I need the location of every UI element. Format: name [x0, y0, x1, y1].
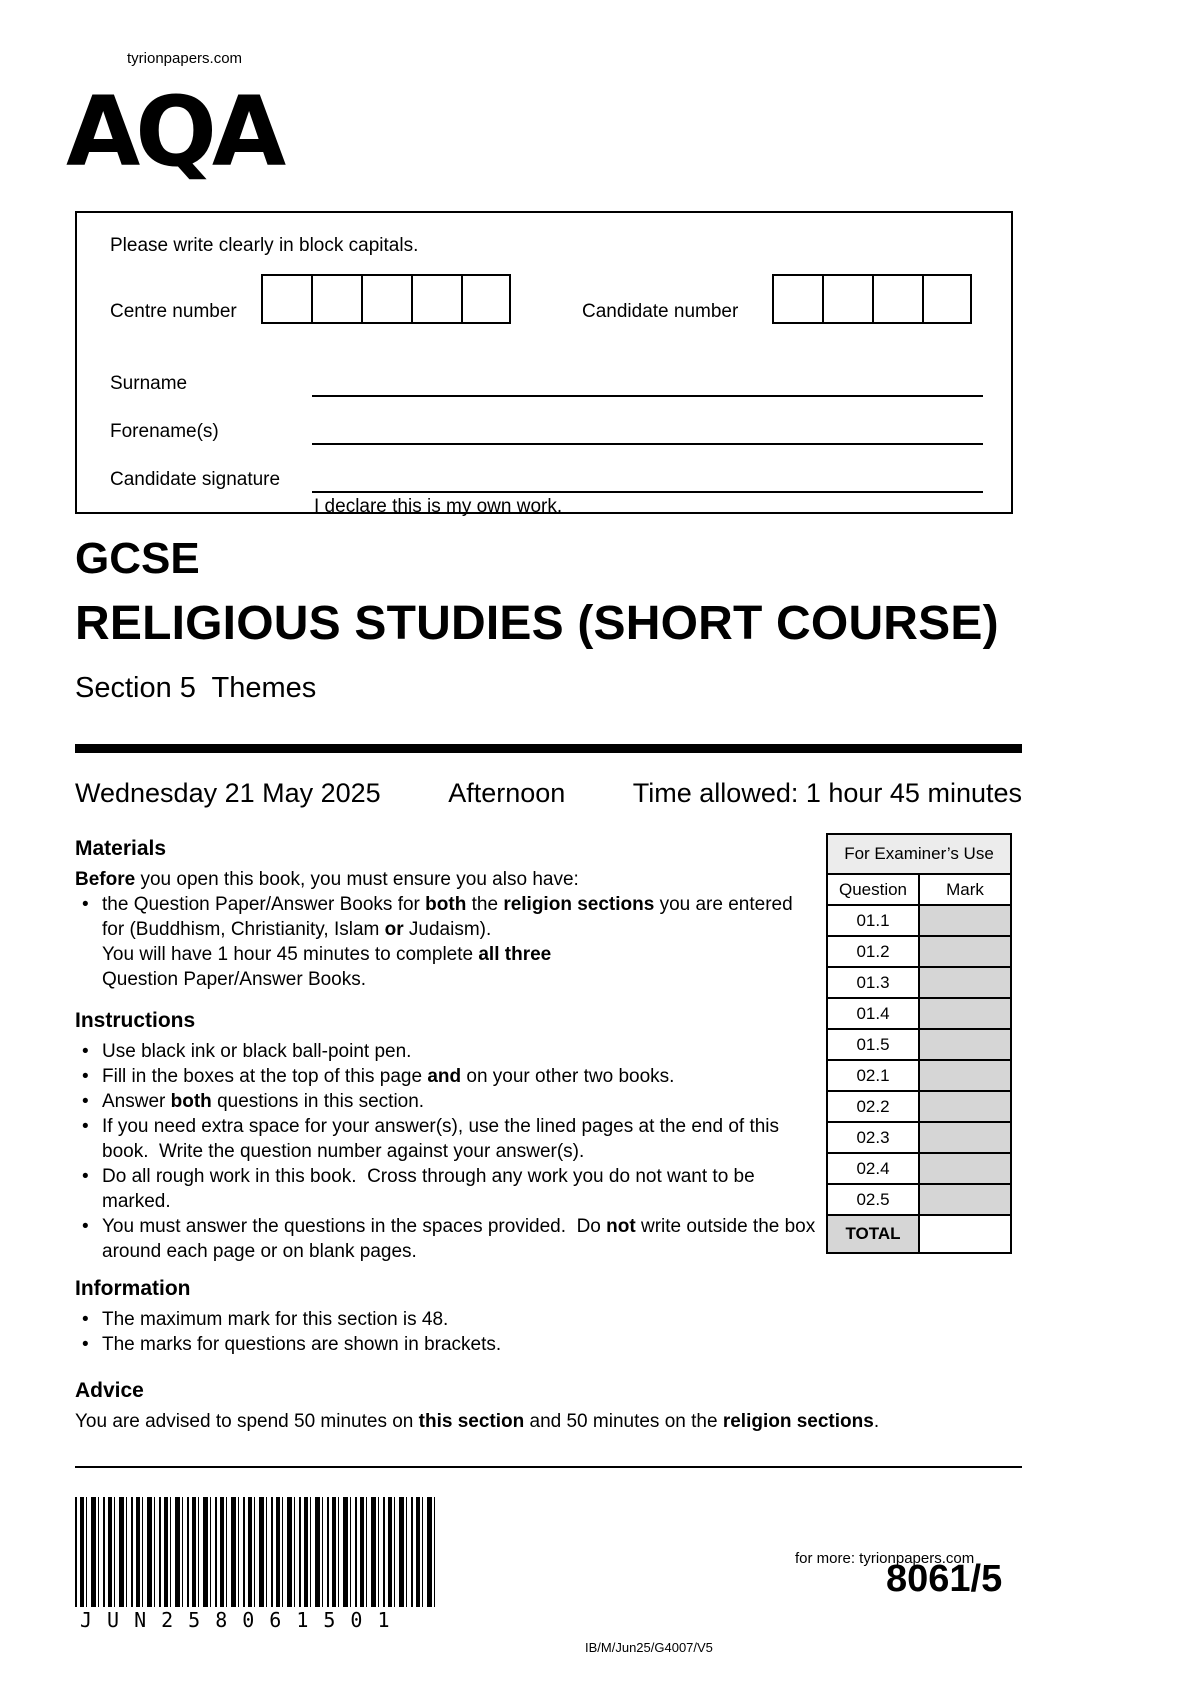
centre-number-cell[interactable]	[461, 274, 511, 324]
surname-input-line[interactable]	[312, 395, 983, 397]
mark-cell	[919, 936, 1011, 967]
mark-cell	[919, 1029, 1011, 1060]
examiner-row	[827, 967, 1011, 998]
examiner-row	[827, 998, 1011, 1029]
instructions-heading: Instructions	[75, 1009, 196, 1032]
footer-divider-rule	[75, 1466, 1022, 1468]
centre-number-label: Centre number	[110, 301, 237, 322]
instruction-item: • If you need extra space for your answer(s), use the lined pages at the end of this book. Write the question number against your answer(s).	[75, 1114, 820, 1164]
candidate-number-cell[interactable]	[822, 274, 872, 324]
candidate-number-cell[interactable]	[772, 274, 822, 324]
mark-cell	[919, 1091, 1011, 1122]
candidate-number-cell[interactable]	[872, 274, 922, 324]
examiner-row	[827, 936, 1011, 967]
examiner-table-title: For Examiner’s Use	[827, 834, 1011, 874]
question-number: 01.2	[827, 936, 919, 967]
forenames-input-line[interactable]	[312, 443, 983, 445]
exam-session: Afternoon	[448, 778, 566, 808]
qualification-title: GCSE	[75, 534, 200, 583]
promo-text: for more: tyrionpapers.com	[795, 1550, 975, 1567]
materials-intro: Before you open this book, you must ensure you also have:	[75, 869, 579, 890]
total-label: TOTAL	[827, 1215, 919, 1253]
examiner-use-table	[826, 833, 1012, 1254]
candidate-number-label: Candidate number	[582, 301, 739, 322]
exam-date-line	[75, 778, 1022, 809]
materials-section	[75, 836, 820, 992]
information-item: • The maximum mark for this section is 48.	[75, 1307, 820, 1332]
examiner-row	[827, 1153, 1011, 1184]
question-number: 02.5	[827, 1184, 919, 1215]
question-number: 01.4	[827, 998, 919, 1029]
question-number: 02.1	[827, 1060, 919, 1091]
barcode-text: JUN258061501	[80, 1608, 405, 1632]
subject-title: RELIGIOUS STUDIES (SHORT COURSE)	[75, 597, 999, 650]
question-number: 02.3	[827, 1122, 919, 1153]
watermark-text: tyrionpapers.com	[127, 50, 243, 67]
information-heading: Information	[75, 1277, 191, 1300]
advice-text: You are advised to spend 50 minutes on this section and 50 minutes on the religion sections.	[75, 1411, 880, 1432]
instruction-item: • Do all rough work in this book. Cross through any work you do not want to be marked.	[75, 1164, 820, 1214]
section-title: Section 5 Themes	[75, 672, 317, 704]
barcode	[75, 1497, 435, 1607]
aqa-logo: AQA	[66, 76, 282, 188]
examiner-row	[827, 1122, 1011, 1153]
paper-code: 8061/5	[886, 1558, 1003, 1600]
total-mark-cell	[919, 1215, 1011, 1253]
block-capitals-instruction: Please write clearly in block capitals.	[110, 235, 419, 256]
materials-heading: Materials	[75, 837, 167, 860]
materials-item: • the Question Paper/Answer Books for both the religion sections you are entered for (Buddhism, Christianity, Islam or Judaism). You will have 1 hour 45 minutes to complete all three Question Paper/Answer Books.	[75, 892, 820, 992]
candidate-details-box	[75, 211, 1013, 517]
centre-number-cell[interactable]	[311, 274, 361, 324]
examiner-row	[827, 1091, 1011, 1122]
advice-section	[75, 1378, 1022, 1434]
question-number: 02.4	[827, 1153, 919, 1184]
question-number: 01.5	[827, 1029, 919, 1060]
advice-heading: Advice	[75, 1379, 144, 1402]
candidate-number-cell[interactable]	[922, 274, 972, 324]
forenames-label: Forename(s)	[110, 421, 219, 442]
centre-number-cell[interactable]	[261, 274, 311, 324]
centre-number-cell[interactable]	[411, 274, 461, 324]
mark-column-header: Mark	[919, 874, 1011, 905]
surname-label: Surname	[110, 373, 188, 394]
mark-cell	[919, 1060, 1011, 1091]
instruction-item: • You must answer the questions in the spaces provided. Do not write outside the box around each page or on blank pages.	[75, 1214, 820, 1264]
declaration-text: I declare this is my own work.	[314, 496, 563, 517]
instruction-item: • Answer both questions in this section.	[75, 1089, 820, 1114]
examiner-total-row	[827, 1215, 1011, 1253]
paper-reference-code: IB/M/Jun25/G4007/V5	[585, 1640, 713, 1655]
instructions-section	[75, 1008, 820, 1264]
examiner-row	[827, 905, 1011, 936]
exam-date: Wednesday 21 May 2025	[75, 778, 381, 808]
examiner-row	[827, 1184, 1011, 1215]
mark-cell	[919, 905, 1011, 936]
instruction-item: • Fill in the boxes at the top of this page and on your other two books.	[75, 1064, 820, 1089]
question-number: 01.1	[827, 905, 919, 936]
information-item: • The marks for questions are shown in brackets.	[75, 1332, 820, 1357]
time-allowed: Time allowed: 1 hour 45 minutes	[632, 778, 1022, 808]
mark-cell	[919, 967, 1011, 998]
signature-label: Candidate signature	[110, 469, 281, 490]
centre-number-boxes[interactable]	[261, 274, 511, 324]
examiner-row	[827, 1060, 1011, 1091]
title-divider-rule	[75, 744, 1022, 753]
candidate-number-boxes[interactable]	[772, 274, 972, 324]
question-column-header: Question	[827, 874, 919, 905]
signature-input-line[interactable]	[312, 491, 983, 493]
mark-cell	[919, 1122, 1011, 1153]
information-section	[75, 1276, 820, 1357]
centre-number-cell[interactable]	[361, 274, 411, 324]
examiner-row	[827, 1029, 1011, 1060]
mark-cell	[919, 998, 1011, 1029]
question-number: 01.3	[827, 967, 919, 998]
instruction-item: • Use black ink or black ball-point pen.	[75, 1039, 820, 1064]
mark-cell	[919, 1184, 1011, 1215]
question-number: 02.2	[827, 1091, 919, 1122]
mark-cell	[919, 1153, 1011, 1184]
